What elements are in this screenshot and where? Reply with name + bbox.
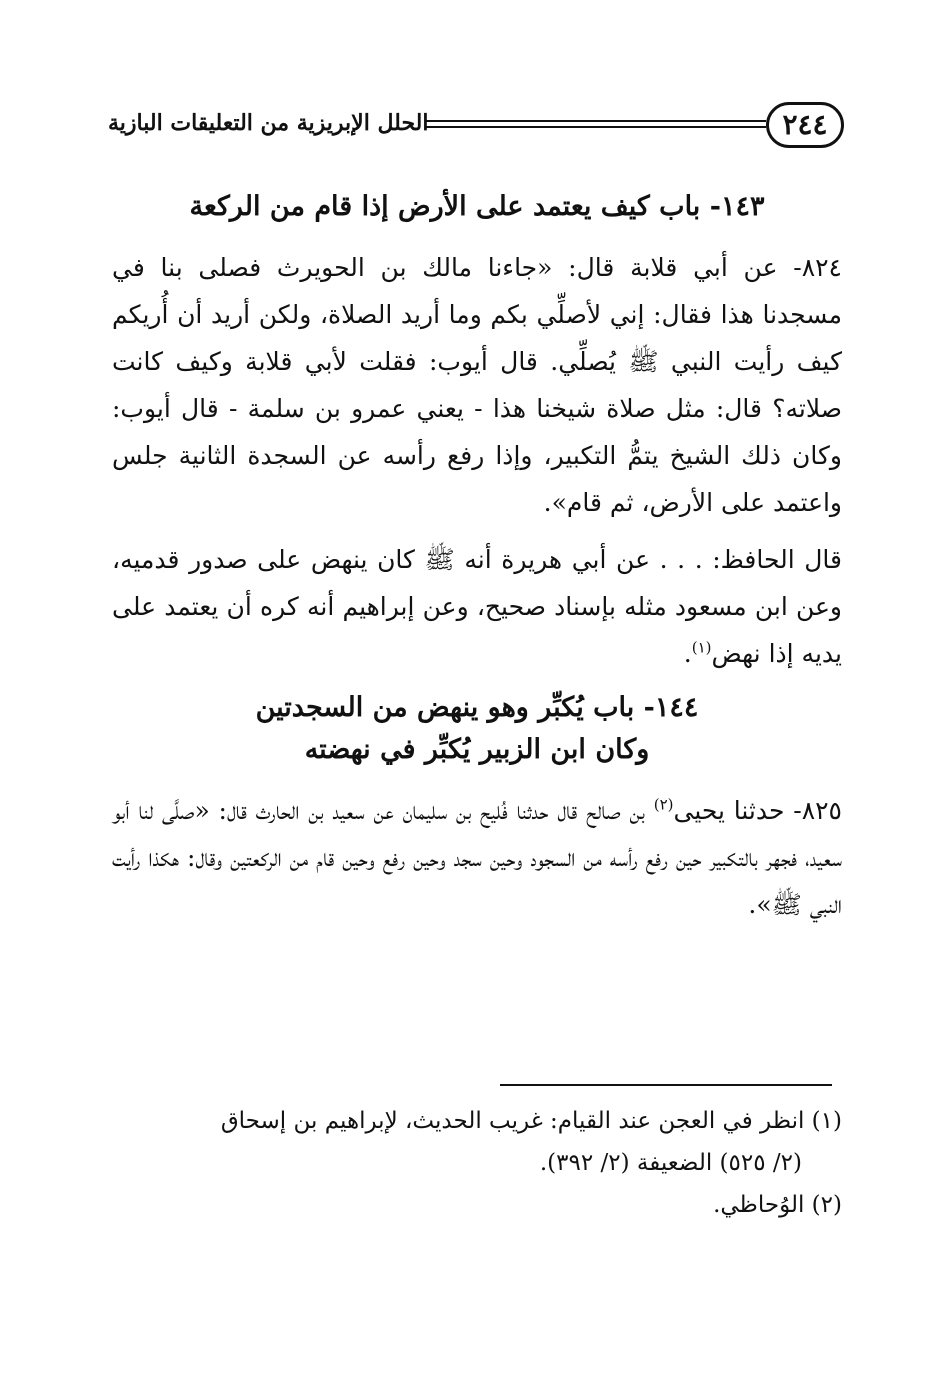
footnotes: [112, 1100, 842, 1226]
chapter-144-title-line1: ١٤٤- باب يُكبِّر وهو ينهض من السجدتين: [255, 692, 699, 723]
hadith-825-rest: بن صالح قال حدثنا فُليح بن سليمان عن سعيد بن الحارث قال: «صلَّى لنا أبو سعيد، فجهر بالتكبير حين رفع رأسه من السجود وحين سجد وحين رفع وحين قام من الركعتين وقال: هكذا رأيت النبي ﷺ».: [112, 796, 842, 919]
running-title: الحلل الإبريزية من التعليقات البازية: [108, 110, 429, 136]
header-rule: [426, 120, 766, 128]
footnote-ref-1: (١): [691, 638, 712, 657]
footnote-1-line2: (٢/ ٥٢٥) الضعيفة (٢/ ٣٩٢).: [539, 1150, 802, 1176]
hafiz-note-end: .: [683, 639, 692, 668]
chapter-144-title-line2: وكان ابن الزبير يُكبِّر في نهضته: [304, 734, 650, 765]
hadith-824: ٨٢٤- عن أبي قلابة قال: «جاءنا مالك بن الحويرث فصلى بنا في مسجدنا هذا فقال: إني لأصلِّي بكم وما أريد الصلاة، ولكن أريد أن أُريكم كيف رأيت النبي ﷺ يُصلِّي. قال أيوب: فقلت لأبي قلابة وكيف كانت صلاته؟ قال: مثل صلاة شيخنا هذا - يعني عمرو بن سلمة - قال أيوب: وكان ذلك الشيخ يتمُّ التكبير، وإذا رفع رأسه عن السجدة الثانية جلس واعتمد على الأرض، ثم قام».: [112, 253, 842, 517]
page-header: [108, 96, 844, 156]
footnote-separator: [500, 1084, 832, 1086]
chapter-144-title: [112, 687, 842, 771]
hadith-825: [112, 787, 842, 928]
footnote-1-line1: (١) انظر في العجن عند القيام: غريب الحديث، لإبراهيم بن إسحاق: [220, 1108, 842, 1134]
hafiz-note: [112, 536, 842, 677]
hafiz-note-text: قال الحافظ: . . . عن أبي هريرة أنه ﷺ كان ينهض على صدور قدميه، وعن ابن مسعود مثله بإسناد صحيح، وعن إبراهيم أنه كره أن يعتمد على يديه إذا نهض: [112, 545, 842, 668]
page-number: ٢٤٤: [766, 102, 844, 148]
footnote-ref-2: (٢): [653, 795, 674, 814]
hadith-825-start: ٨٢٥- حدثنا يحيى: [673, 796, 842, 825]
chapter-143-title-text: ١٤٣- باب كيف يعتمد على الأرض إذا قام من الركعة: [189, 191, 765, 222]
chapter-143-title: [112, 186, 842, 228]
page-body: [112, 178, 842, 938]
footnote-2: (٢) الوُحاظي.: [713, 1192, 842, 1218]
